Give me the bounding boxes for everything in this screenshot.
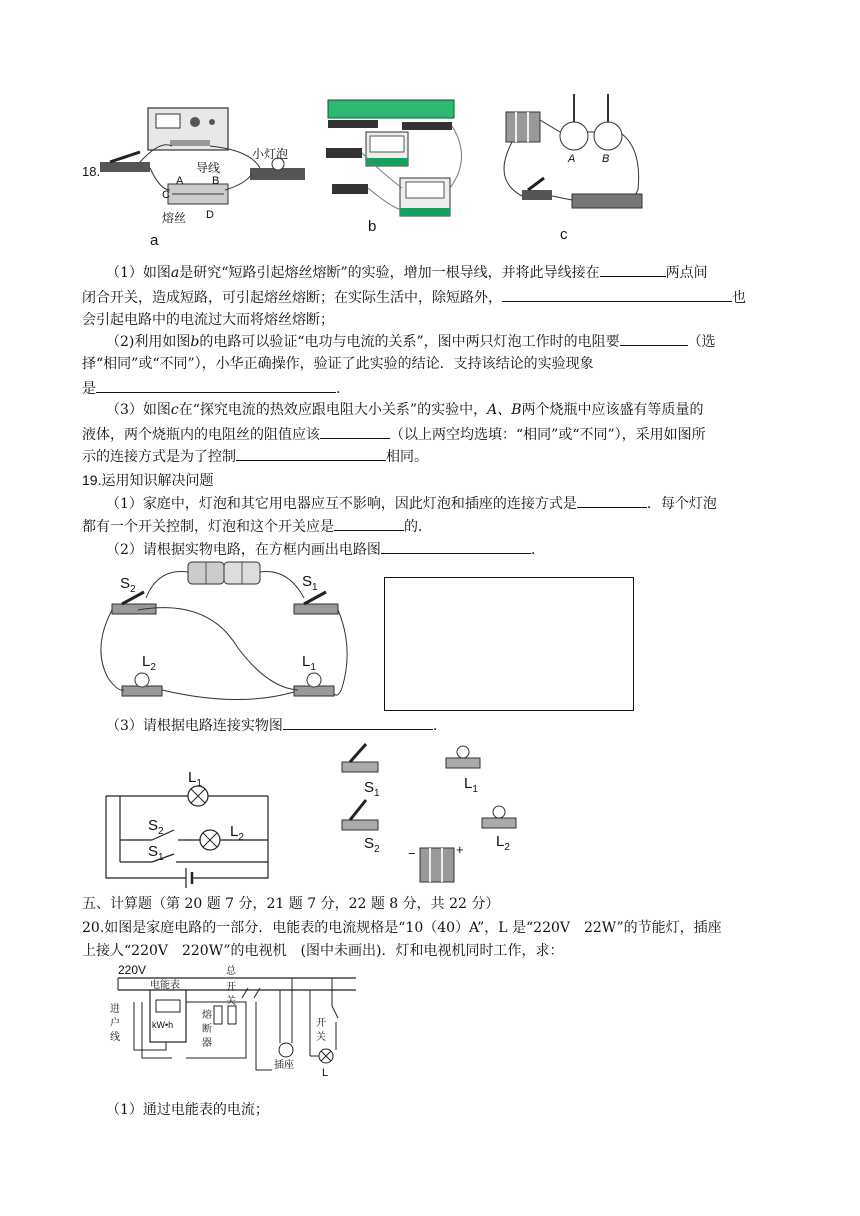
- q18-part1-line2: 闭合开关，造成短路，可引起熔丝熔断；在实际生活中，除短路外， 也: [82, 287, 746, 308]
- part-s1: $S_1$: [364, 779, 380, 799]
- fuse-3: 器: [202, 1038, 212, 1049]
- label-socket: 插座: [274, 1060, 294, 1071]
- q18-number: 18.: [82, 164, 101, 179]
- q18-part2-line3: 是 .: [82, 378, 340, 399]
- battery-plus: +: [456, 842, 464, 857]
- q18-part2-line1: （2)利用如图b的电路可以验证“电功与电流的关系”，图中两只灯泡工作时的电阻要 （选: [106, 331, 716, 352]
- label-s1: $S_1$: [302, 573, 318, 593]
- switch-2: 关: [316, 1032, 326, 1043]
- part-l1: $L_1$: [464, 775, 478, 795]
- point-d: D: [206, 209, 214, 221]
- entry-3: 线: [110, 1032, 120, 1043]
- fuse-2: 断: [202, 1024, 212, 1035]
- schematic-l2: $L_2$: [230, 823, 244, 843]
- q19-part2: （2）请根据实物电路，在方框内画出电路图 .: [106, 539, 535, 560]
- figure-a-fuse-experiment: [100, 100, 320, 240]
- flask-b-label: B: [602, 153, 610, 165]
- label-bulb: 小灯泡: [252, 147, 289, 161]
- flask-a-label: A: [568, 153, 576, 165]
- figure-b-circuit-photo: [322, 98, 472, 218]
- q19-part1-line2: 都有一个开关控制，灯泡和这个开关应是 的．: [82, 516, 432, 537]
- q19-part3: （3）请根据电路连接实物图 .: [106, 715, 437, 736]
- q18-part2-line2: 择“相同”或“不同”），小华正确操作，验证了此实验的结论．支持该结论的实验现象: [82, 356, 594, 372]
- label-wire: 导线: [196, 161, 221, 175]
- q20-line2: 上接人“220V 220W”的电视机 (图中未画出)．灯和电视机同时工作，求：: [82, 943, 564, 959]
- figure-b-caption: b: [368, 218, 377, 235]
- point-b: B: [212, 175, 220, 187]
- figure-c-caption: c: [560, 226, 568, 243]
- entry-2: 户: [110, 1018, 120, 1029]
- point-a: A: [176, 175, 184, 187]
- main-switch-1: 总: [226, 966, 236, 977]
- label-kwh: kW•h: [152, 1020, 174, 1030]
- switch-1: 开: [316, 1018, 326, 1029]
- schematic-l1: $L_1$: [188, 769, 202, 789]
- main-switch-3: 关: [226, 996, 236, 1007]
- section5-title: 五、计算题（第 20 题 7 分，21 题 7 分，22 题 8 分，共 22 分）: [82, 896, 500, 912]
- label-l1: $L_1$: [302, 653, 316, 673]
- q18-part1-line3: 会引起电路中的电流过大而将熔丝熔断；: [82, 312, 334, 328]
- label-220v: 220V: [118, 963, 147, 977]
- schematic-s1: $S_1$: [148, 843, 164, 863]
- answer-box[interactable]: [384, 577, 634, 711]
- q19-schematic: [100, 768, 300, 888]
- q19-part1-line1: （1）家庭中，灯泡和其它用电器应互不影响，因此灯泡和插座的连接方式是 ．每个灯泡: [106, 493, 717, 514]
- label-s2: $S_2$: [120, 575, 136, 595]
- q18-part3-line1: （3）如图c在“探究电流的热效应跟电阻大小关系”的实验中，A、B两个烧瓶中应该盛有等质量的: [106, 402, 704, 418]
- figure-a-caption: a: [150, 232, 159, 249]
- q19-real-circuit: [98, 558, 358, 708]
- q18-part3-line2: 液体，两个烧瓶内的电阻丝的阻值应该 （以上两空均选填：“相同”或“不同”），采用如图所: [82, 424, 706, 445]
- q19-title: 19.运用知识解决问题: [82, 472, 214, 488]
- q20-household-circuit: [106, 962, 366, 1080]
- fuse-1: 熔: [202, 1010, 212, 1021]
- entry-1: 进: [110, 1004, 120, 1015]
- label-lamp: L: [322, 1067, 329, 1079]
- figure-c-flask-circuit: [492, 90, 652, 220]
- label-l2: $L_2$: [142, 653, 156, 673]
- q18-part1-line1: （1）如图a是研究“短路引起熔丝熔断”的实验，增加一根导线，并将此导线接在 两点间: [106, 262, 708, 283]
- q18-part3-line3: 示的连接方式是为了控制 相同。: [82, 446, 428, 467]
- q20-part1: （1）通过电能表的电流；: [106, 1102, 269, 1118]
- part-s2: $S_2$: [364, 835, 380, 855]
- battery-minus: −: [408, 846, 416, 861]
- point-c: C: [162, 189, 170, 201]
- schematic-s2: $S_2$: [148, 817, 164, 837]
- main-switch-2: 开: [226, 982, 236, 993]
- q19-components: [336, 738, 536, 888]
- label-fuse: 熔丝: [162, 211, 187, 225]
- label-meter: 电能表: [150, 980, 180, 991]
- q20-line1: 20.如图是家庭电路的一部分．电能表的电流规格是“10（40）A”，L 是“220V 22W”的节能灯，插座: [82, 920, 722, 936]
- part-l2: $L_2$: [496, 833, 510, 853]
